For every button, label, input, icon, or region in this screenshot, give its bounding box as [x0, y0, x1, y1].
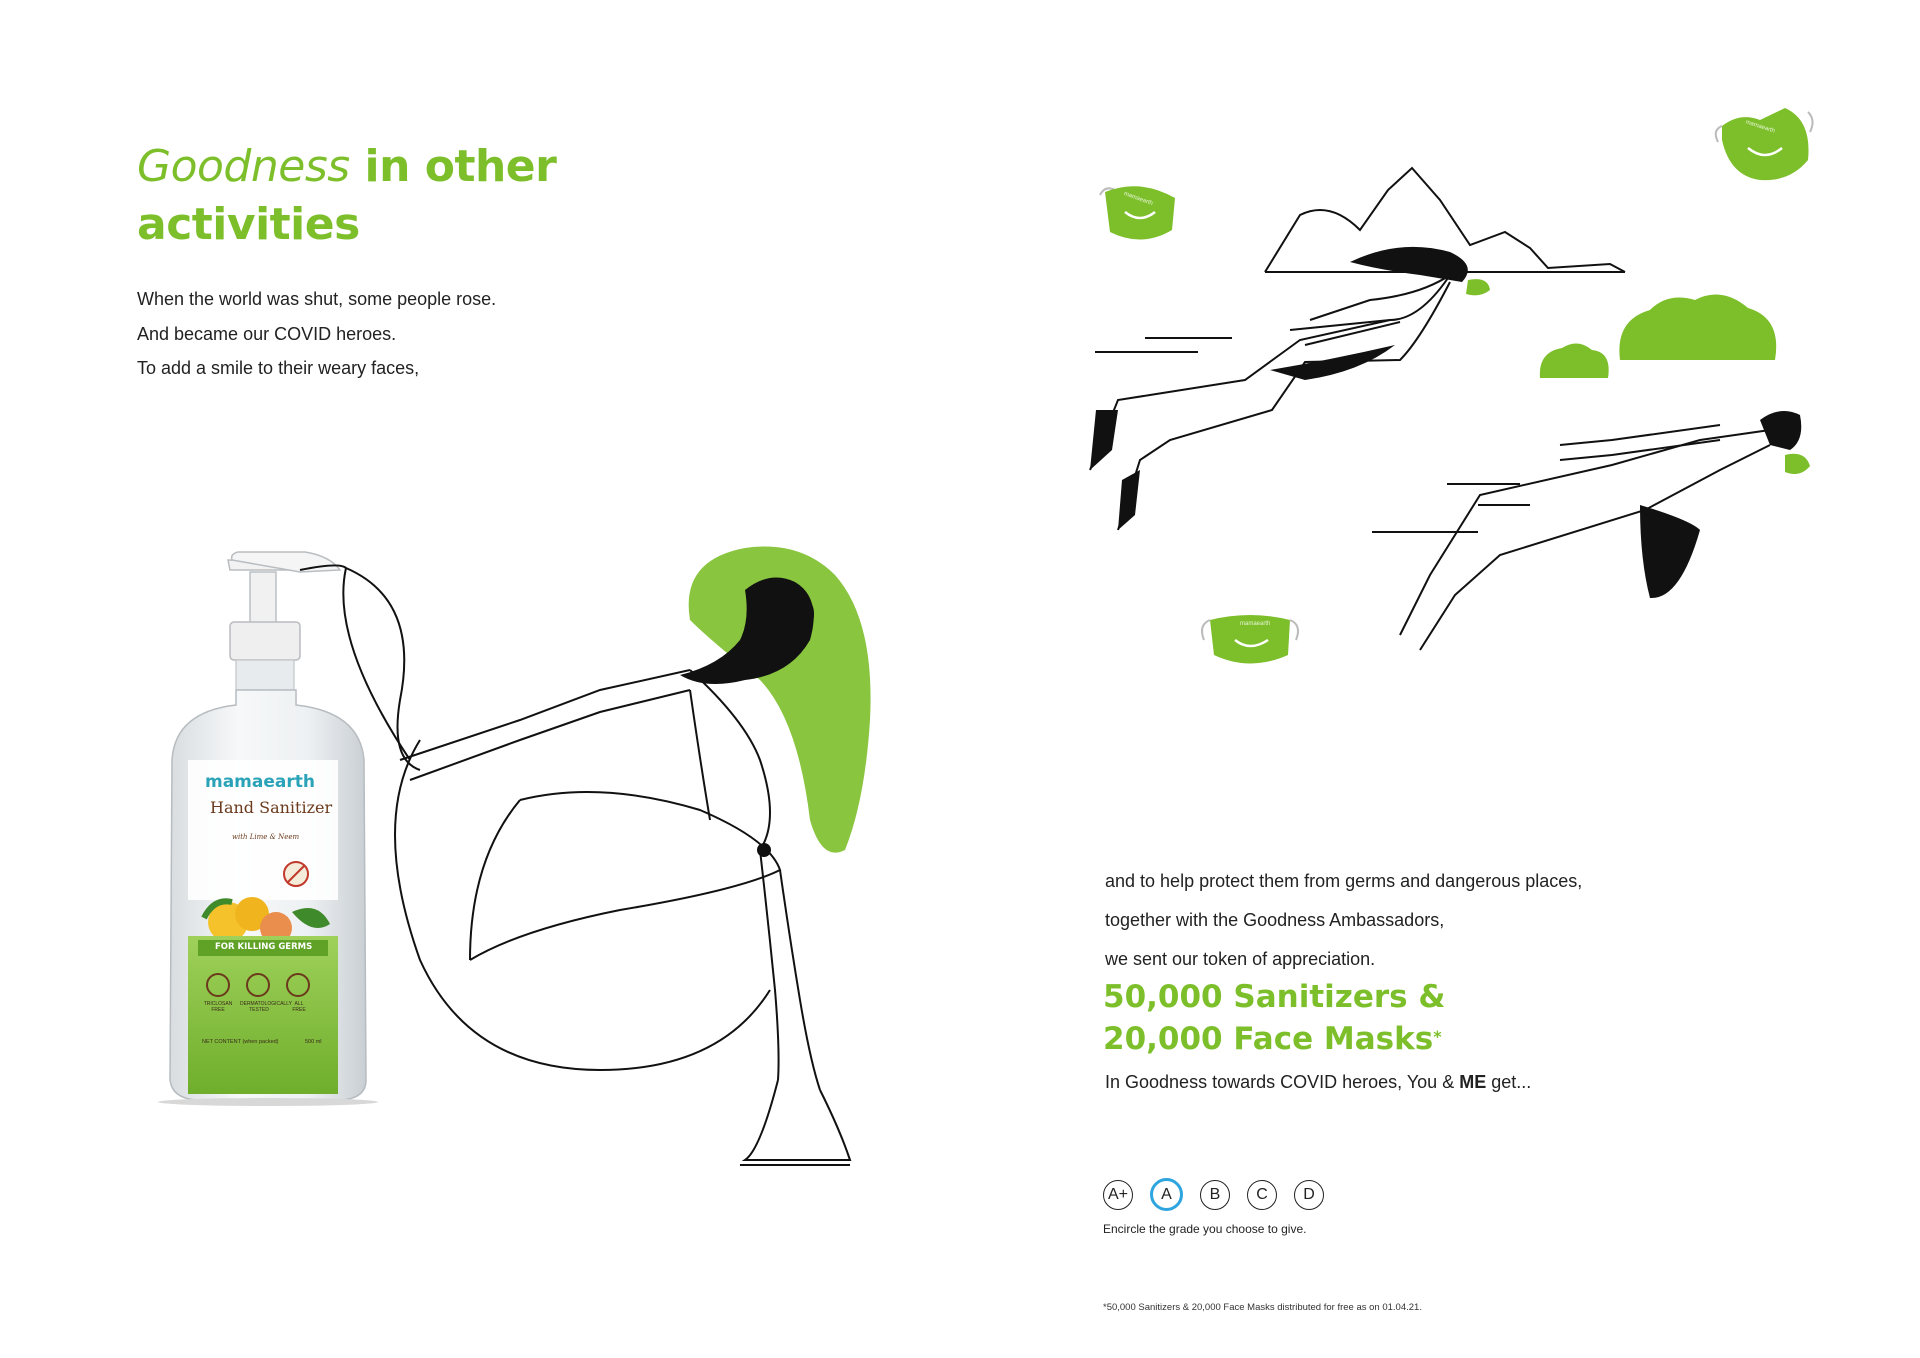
heading-rest: in other: [349, 141, 557, 192]
flying-hero-1-hair: [1350, 247, 1468, 282]
product-feature-1: TRICLOSAN FREE: [203, 1001, 233, 1013]
heading-italic: Goodness: [137, 141, 350, 192]
product-volume: 500 ml: [305, 1039, 322, 1045]
mask-brand-label-top-left: mamaearth: [1122, 190, 1154, 208]
hero-1-mask: [1466, 279, 1490, 295]
grade-label-a: A: [1161, 1185, 1172, 1203]
product-feature-2: DERMATOLOGICALLY TESTED: [240, 1001, 292, 1013]
body-line-1: and to help protect them from germs and dangerous places,: [1105, 871, 1583, 891]
face-mask-top-right: [1716, 108, 1813, 180]
flying-hero-1-cape: [1270, 345, 1395, 380]
tagline-prefix: In Goodness towards COVID heroes, You &: [1105, 1072, 1460, 1092]
mask-brand-label-top-right: mamaearth: [1744, 119, 1776, 135]
grade-selector: [1103, 1180, 1324, 1211]
flying-hero-2: [1400, 425, 1770, 650]
product-variant: with Lime & Neem: [232, 833, 300, 841]
flying-hero-2-cape: [1640, 505, 1700, 598]
heading-line2: activities: [137, 199, 360, 250]
product-band: FOR KILLING GERMS: [215, 942, 313, 952]
hero-2-mask: [1785, 454, 1810, 474]
flying-hero-1: [1090, 275, 1450, 530]
stats-footnote-marker: *: [1433, 1027, 1442, 1046]
stats-headline: [1103, 976, 1445, 1060]
body-line-3: we sent our token of appreciation.: [1105, 949, 1376, 969]
green-bushes: [1540, 295, 1776, 378]
grade-instruction: Encircle the grade you choose to give.: [1103, 1222, 1307, 1236]
tagline-suffix: get...: [1486, 1072, 1532, 1092]
product-brand: mamaearth: [205, 772, 315, 792]
product-feature-3: ALL FREE: [292, 1001, 306, 1013]
grade-option-c[interactable]: [1247, 1180, 1277, 1210]
mask-brand-label-bottom: mamaearth: [1240, 621, 1271, 627]
intro-line-1: When the world was shut, some people rose.: [137, 289, 497, 309]
body-text: [1105, 862, 1582, 979]
flying-hero-1-boots: [1090, 410, 1140, 530]
tagline: [1105, 1072, 1531, 1093]
grade-option-a-plus[interactable]: [1103, 1180, 1133, 1210]
stats-line-2: 20,000 Face Masks: [1103, 1021, 1434, 1057]
tagline-bold: ME: [1459, 1072, 1487, 1092]
sanitizer-bottle: [158, 552, 378, 1106]
body-line-2: together with the Goodness Ambassadors,: [1105, 910, 1445, 930]
grade-option-d[interactable]: [1294, 1180, 1324, 1210]
grade-label-b: B: [1209, 1186, 1221, 1203]
grade-label-a-plus: A+: [1107, 1186, 1128, 1203]
grade-option-a[interactable]: [1150, 1178, 1183, 1211]
product-net-content: NET CONTENT (when packed): [202, 1039, 279, 1045]
grade-label-d: D: [1303, 1186, 1315, 1203]
face-mask-top-left: [1100, 186, 1175, 239]
product-name: Hand Sanitizer: [210, 798, 333, 817]
footnote: *50,000 Sanitizers & 20,000 Face Masks distributed for free as on 01.04.21.: [1103, 1302, 1422, 1313]
stats-line-1: 50,000 Sanitizers &: [1103, 979, 1446, 1015]
page-heading: [137, 138, 556, 254]
flying-hero-2-hair: [1760, 411, 1801, 450]
intro-text: [137, 282, 496, 386]
intro-line-3: To add a smile to their weary faces,: [137, 358, 420, 378]
intro-line-2: And became our COVID heroes.: [137, 323, 397, 344]
grade-option-b[interactable]: [1200, 1180, 1230, 1210]
grade-label-c: C: [1256, 1186, 1268, 1203]
